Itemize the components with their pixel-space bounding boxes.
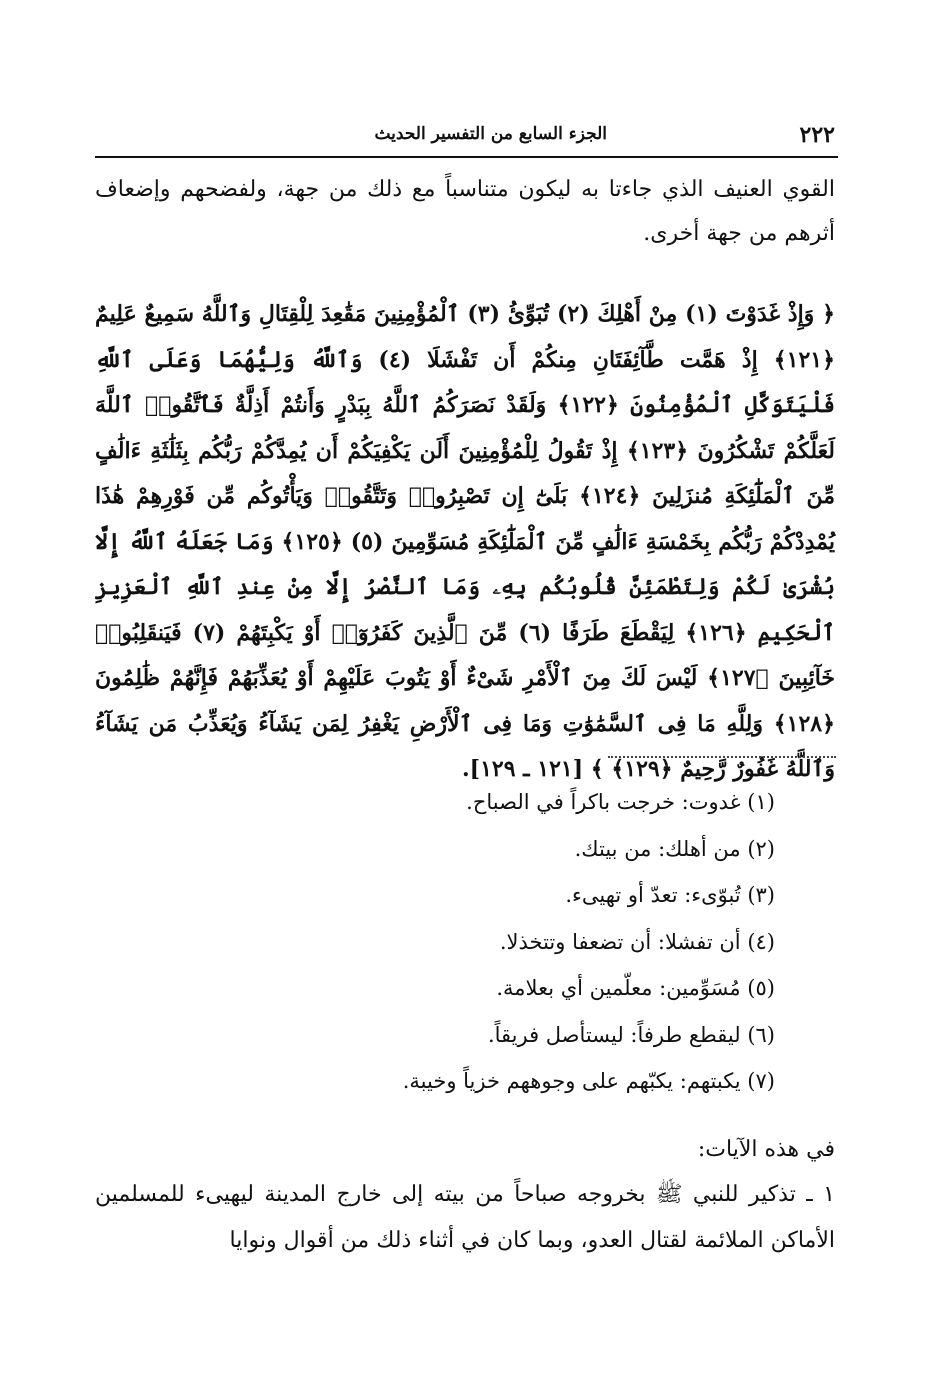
footnote-item: (٧) يكبتهم: يكبّهم على وجوههم خزياً وخيبة. xyxy=(402,1069,775,1093)
footnotes-list xyxy=(95,782,775,1108)
footnote-separator xyxy=(608,756,836,758)
quran-text: ﴿ وَإِذْ غَدَوْتَ (١) مِنْ أَهْلِكَ (٢) تُبَوِّئُ (٣) ٱلْمُؤْمِنِينَ مَقَٰعِدَ لِلْقِتَالِ وَٱللَّهُ سَمِيعٌ عَلِيمٌ ﴿١٢١﴾ إِذْ هَمَّت طَّآئِفَتَانِ مِنكُمْ أَن تَفْشَلَا (٤) وَٱللَّهُ وَلِيُّهُمَا وَعَلَى ٱللَّهِ فَلْيَتَوَكَّلِ ٱلْمُؤْمِنُونَ ﴿١٢٢﴾ وَلَقَدْ نَصَرَكُمُ ٱللَّهُ بِبَدْرٍ وَأَنتُمْ أَذِلَّةٌ فَٱتَّقُوا۟ ٱللَّهَ لَعَلَّكُمْ تَشْكُرُونَ ﴿١٢٣﴾ إِذْ تَقُولُ لِلْمُؤْمِنِينَ أَلَن يَكْفِيَكُمْ أَن يُمِدَّكُمْ رَبُّكُم بِثَلَٰثَةِ ءَالَٰفٍ مِّنَ ٱلْمَلَٰٓئِكَةِ مُنزَلِينَ ﴿١٢٤﴾ بَلَىٰٓ إِن تَصْبِرُوا۟ وَتَتَّقُوا۟ وَيَأْتُوكُم مِّن فَوْرِهِمْ هَٰذَا يُمْدِدْكُمْ رَبُّكُم بِخَمْسَةِ ءَالَٰفٍ مِّنَ ٱلْمَلَٰٓئِكَةِ مُسَوِّمِينَ (٥) ﴿١٢٥﴾ وَمَا جَعَلَهُ ٱللَّهُ إِلَّا بُشْرَىٰ لَكُمْ وَلِتَطْمَئِنَّ قُلُوبُكُم بِهِۦ وَمَا ٱلنَّصْرُ إِلَّا مِنْ عِندِ ٱللَّهِ ٱلْعَزِيزِ ٱلْحَكِيمِ ﴿١٢٦﴾ لِيَقْطَعَ طَرَفًا (٦) مِّنَ ٱلَّذِينَ كَفَرُوٓا۟ أَوْ يَكْبِتَهُمْ (٧) فَيَنقَلِبُوا۟ خَآئِبِينَ ﴿١٢٧﴾ لَيْسَ لَكَ مِنَ ٱلْأَمْرِ شَىْءٌ أَوْ يَتُوبَ عَلَيْهِمْ أَوْ يُعَذِّبَهُمْ فَإِنَّهُمْ ظَٰلِمُونَ ﴿١٢٨﴾ وَلِلَّهِ مَا فِى ٱلسَّمَٰوَٰتِ وَمَا فِى ٱلْأَرْضِ يَغْفِرُ لِمَن يَشَآءُ وَيُعَذِّبُ مَن يَشَآءُ وَٱللَّهُ غَفُورٌ رَّحِيمٌ ﴿١٢٩﴾ ﴾ [١٢١ ـ ١٢٩]. xyxy=(95,301,836,782)
page-number: ٢٢٢ xyxy=(799,122,835,148)
body-paragraph xyxy=(95,1172,835,1264)
body-text: ١ ـ تذكير للنبي ﷺ بخروجه صباحاً من بيته إلى خارج المدينة ليهيىء للمسلمين الأماكن الملائمة لقتال العدو، وبما كان في أثناء ذلك من أقوال ونوايا xyxy=(95,1182,835,1253)
footnote-item: (٥) مُسَوِّمين: معلّمين أي بعلامة. xyxy=(496,976,775,1000)
page-header xyxy=(95,118,835,152)
quran-passage xyxy=(95,292,835,793)
section-heading: في هذه الآيات: xyxy=(697,1137,835,1162)
footnote-item: (٢) من أهلك: من بيتك. xyxy=(574,836,775,861)
running-title: الجزء السابع من التفسير الحديث xyxy=(374,124,607,144)
footnote-item: (٦) ليقطع طرفاً: ليستأصل فريقاً. xyxy=(487,1022,775,1047)
footnote-item: (١) غدوت: خرجت باكراً في الصباح. xyxy=(466,790,775,814)
header-rule xyxy=(95,156,838,158)
footnote-item: (٣) تُبوّىء: تعدّ أو تهيىء. xyxy=(565,883,775,907)
footnote-item: (٤) أن تفشلا: أن تضعفا وتتخذلا. xyxy=(499,929,775,954)
intro-text: القوي العنيف الذي جاءتا به ليكون متناسباً مع ذلك من جهة، ولفضحهم وإضعاف أثرهم من جهة أخرى. xyxy=(95,177,835,246)
intro-paragraph xyxy=(95,168,835,256)
